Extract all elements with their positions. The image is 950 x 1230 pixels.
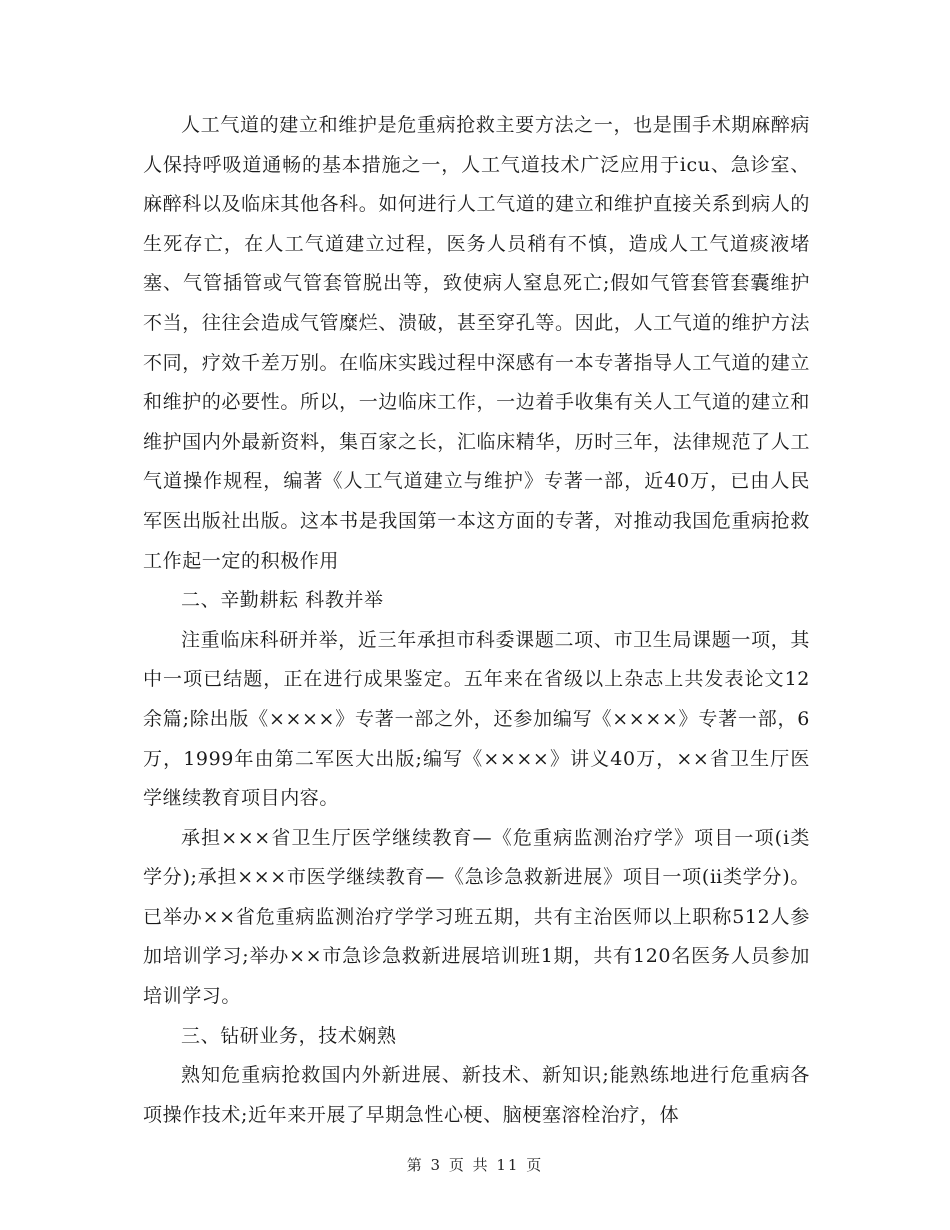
document-body bbox=[143, 106, 810, 1135]
section-heading-research: 二、辛勤耕耘 科教并举 bbox=[181, 589, 384, 612]
paragraph-education: 承担×××省卫生厅医学继续教育—《危重病监测治疗学》项目一项(ⅰ类学分);承担×××市医学继续教育—《急诊急救新进展》项目一项(ⅱ类学分)。已举办××省危重病监测治疗学学习班五期，共有主治医师以上职称512人参加培训学习;举办××市急诊急救新进展培训班1期，共有120名医务人员参加培训学习。 bbox=[143, 826, 810, 1008]
paragraph-airway: 人工气道的建立和维护是危重病抢救主要方法之一，也是围手术期麻醉病人保持呼吸道通畅的基本措施之一，人工气道技术广泛应用于icu、急诊室、麻醉科以及临床其他各科。如何进行人工气道的建立和维护直接关系到病人的生死存亡，在人工气道建立过程，医务人员稍有不慎，造成人工气道痰液堵塞、气管插管或气管套管脱出等，致使病人窒息死亡;假如气管套管套囊维护不当，往往会造成气管糜烂、溃破，甚至穿孔等。因此，人工气道的维护方法不同，疗效千差万别。在临床实践过程中深感有一本专著指导人工气道的建立和维护的必要性。所以，一边临床工作，一边着手收集有关人工气道的建立和维护国内外最新资料，集百家之长，汇临床精华，历时三年，法律规范了人工气道操作规程，编著《人工气道建立与维护》专著一部，近40万，已由人民军医出版社出版。这本书是我国第一本这方面的专著，对推动我国危重病抢救工作起一定的积极作用 bbox=[143, 114, 810, 572]
paragraph-research: 注重临床科研并举，近三年承担市科委课题二项、市卫生局课题一项，其中一项已结题，正在进行成果鉴定。五年来在省级以上杂志上共发表论文12余篇;除出版《××××》专著一部之外，还参加编写《××××》专著一部，6万，1999年由第二军医大出版;编写《××××》讲义40万，××省卫生厅医学继续教育项目内容。 bbox=[143, 628, 810, 810]
section-heading-skills: 三、钻研业务，技术娴熟 bbox=[181, 1024, 397, 1047]
page-footer: 第 3 页 共 11 页 bbox=[406, 1156, 544, 1174]
paragraph-skills: 熟知危重病抢救国内外新进展、新技术、新知识;能熟练地进行危重病各项操作技术;近年来开展了早期急性心梗、脑梗塞溶栓治疗，体 bbox=[143, 1064, 810, 1126]
